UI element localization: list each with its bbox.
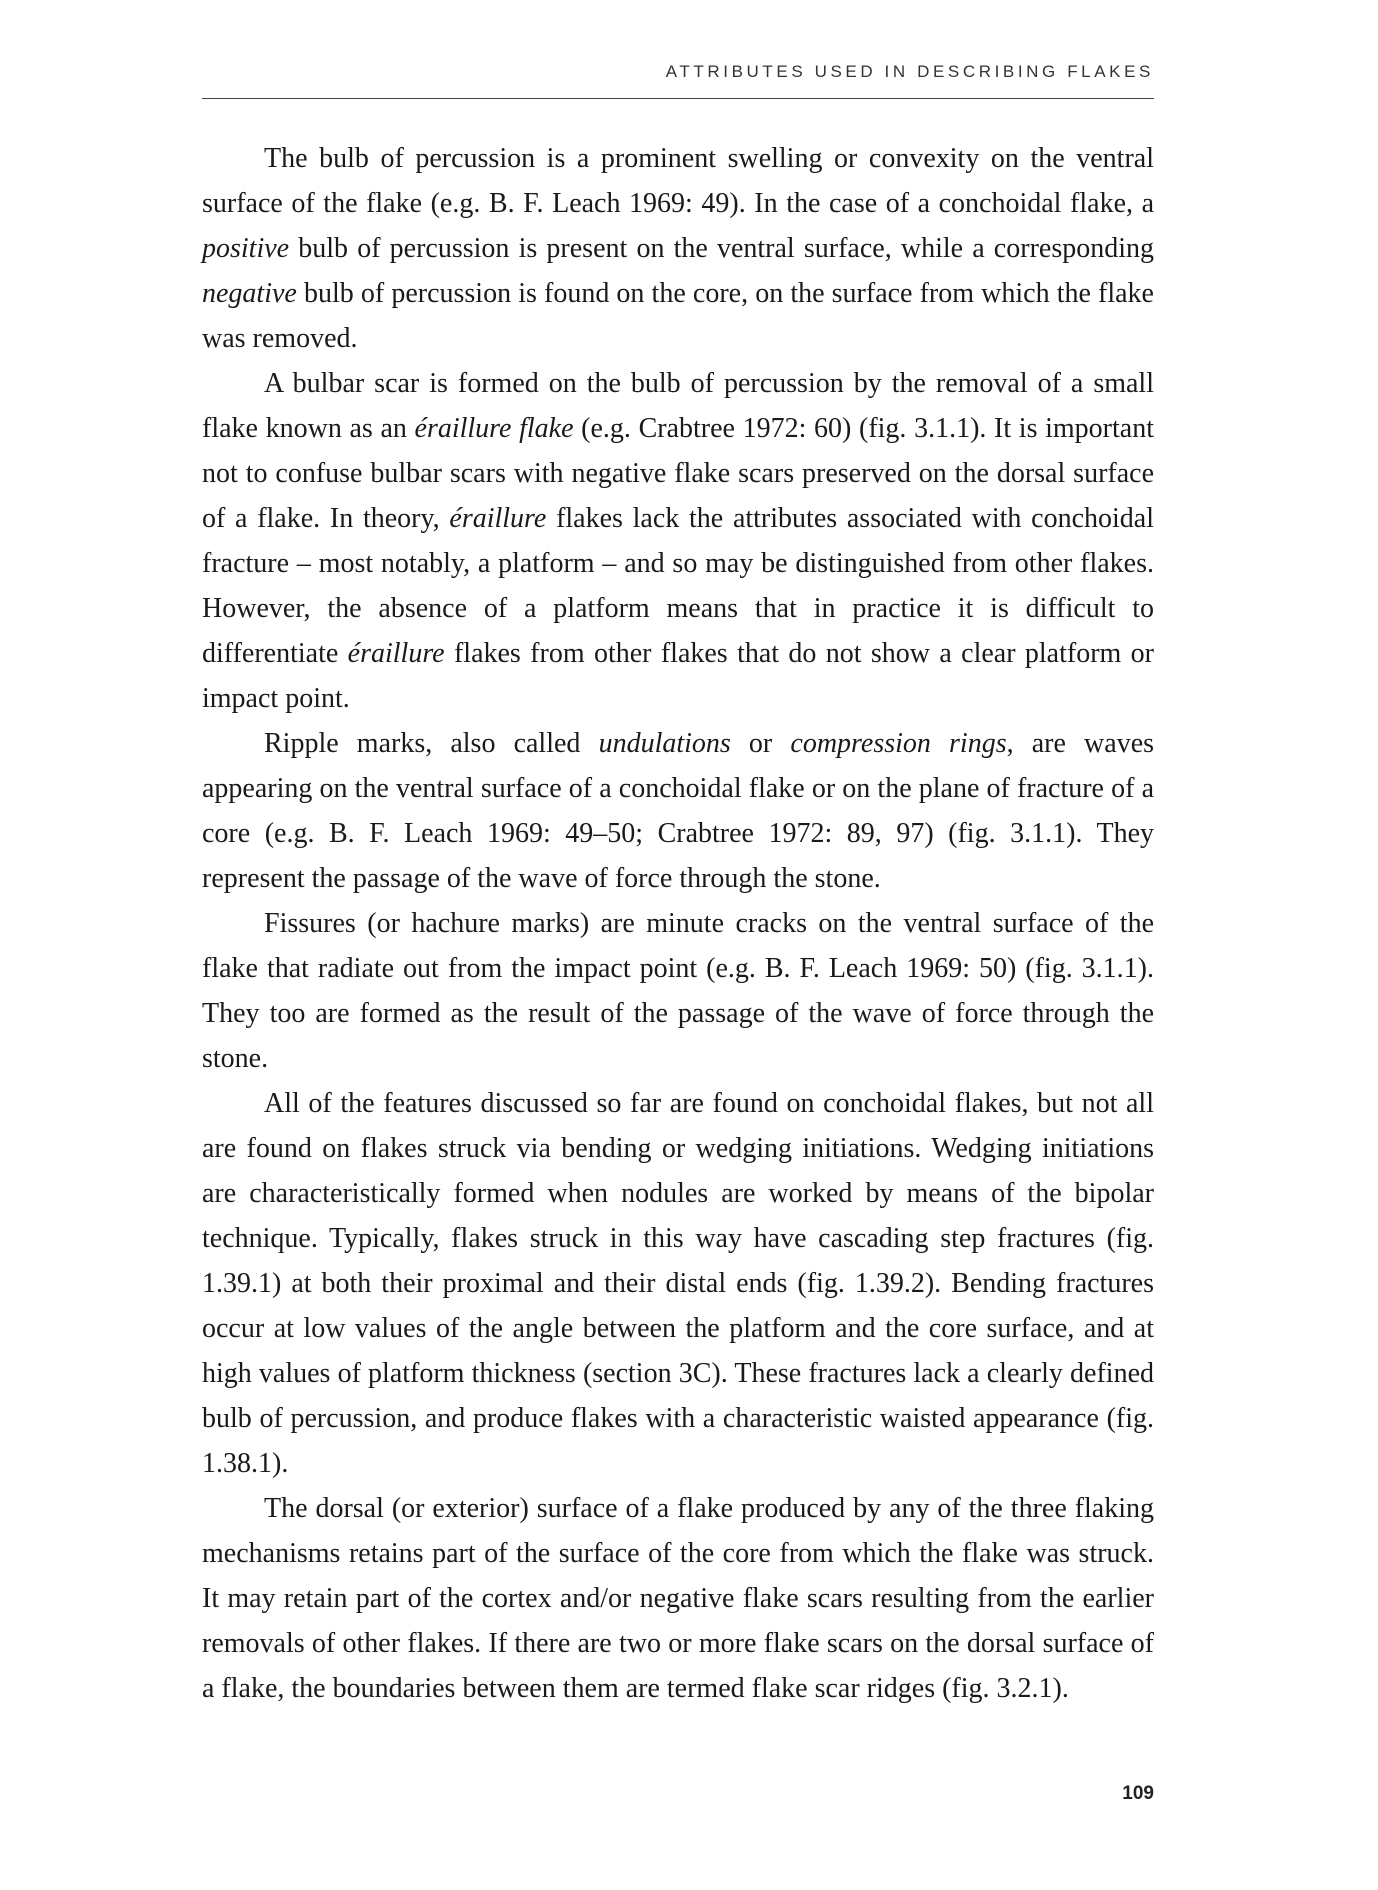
text-run: bulb of percussion is found on the core, on the surface from which the flake was removed. [202, 278, 1154, 354]
italic-term: negative [202, 278, 297, 309]
text-run: All of the features discussed so far are found on conchoidal flakes, but not all are found on flakes struck via bending or wedging initiations. Wedging initiations are characteristically formed when nodules are worked by means of the bipolar technique. Typically, flakes struck in this way have cascading step fractures (fig. 1.39.1) at both their proximal and their distal ends (fig. 1.39.2). Bending fractures occur at low values of the angle between the platform and the core surface, and at high values of platform thickness (section 3C). These fractures lack a clearly defined bulb of percussion, and produce flakes with a characteristic waisted appearance (fig. 1.38.1). [202, 1088, 1154, 1479]
running-head: ATTRIBUTES USED IN DESCRIBING FLAKES [665, 62, 1154, 81]
italic-term: éraillure [347, 638, 445, 669]
text-run: Ripple marks, also called [264, 728, 599, 759]
text-run: flakes lack the attributes associated with conchoidal fracture – most notably, a platform – and so may be distinguished from other flakes. However, the absence of a platform means that in practice it is difficult to differentiate [202, 503, 1155, 669]
italic-term: éraillure [449, 503, 547, 534]
italic-term: positive [202, 233, 290, 264]
text-run: (e.g. Crabtree 1972: 60) (fig. 3.1.1). It is important not to confuse bulbar scars with negative flake scars preserved on the dorsal surface of a flake. In theory, [202, 413, 1154, 534]
italic-term: undulations [598, 728, 731, 759]
paragraph-fissures [202, 901, 1154, 1081]
text-run: Fissures (or hachure marks) are minute cracks on the ventral surface of the flake that radiate out from the impact point (e.g. B. F. Leach 1969: 50) (fig. 3.1.1). They too are formed as the result of the passage of the wave of force through the stone. [202, 908, 1154, 1074]
paragraph-dorsal-surface [202, 1486, 1154, 1711]
text-run: or [730, 728, 791, 759]
text-run: bulb of percussion is present on the ventral surface, while a corresponding [289, 233, 1154, 264]
text-run: flakes from other flakes that do not show a clear platform or impact point. [202, 638, 1154, 714]
body-text [202, 136, 1154, 1711]
paragraph-ripple-marks [202, 721, 1154, 901]
paragraph-bulb-of-percussion [202, 136, 1154, 361]
paragraph-bulbar-scar [202, 361, 1154, 721]
text-run: The bulb of percussion is a prominent swelling or convexity on the ventral surface of the flake (e.g. B. F. Leach 1969: 49). In the case of a conchoidal flake, a [202, 143, 1154, 219]
text-run: The dorsal (or exterior) surface of a flake produced by any of the three flaking mechanisms retains part of the surface of the core from which the flake was struck. It may retain part of the cortex and/or negative flake scars resulting from the earlier removals of other flakes. If there are two or more flake scars on the dorsal surface of a flake, the boundaries between them are termed flake scar ridges (fig. 3.2.1). [202, 1493, 1154, 1704]
header-rule [202, 98, 1154, 99]
italic-term: compression rings [790, 728, 1007, 759]
italic-term: éraillure flake [414, 413, 574, 444]
text-run: A bulbar scar is formed on the bulb of percussion by the removal of a small flake known as an [202, 368, 1154, 444]
text-run: , are waves appearing on the ventral surface of a conchoidal flake or on the plane of fracture of a core (e.g. B. F. Leach 1969: 49–50; Crabtree 1972: 89, 97) (fig. 3.1.1). They represent the passage of the wave of force through the stone. [202, 728, 1155, 894]
page-number: 109 [1122, 1783, 1154, 1804]
paragraph-bending-wedging [202, 1081, 1154, 1486]
